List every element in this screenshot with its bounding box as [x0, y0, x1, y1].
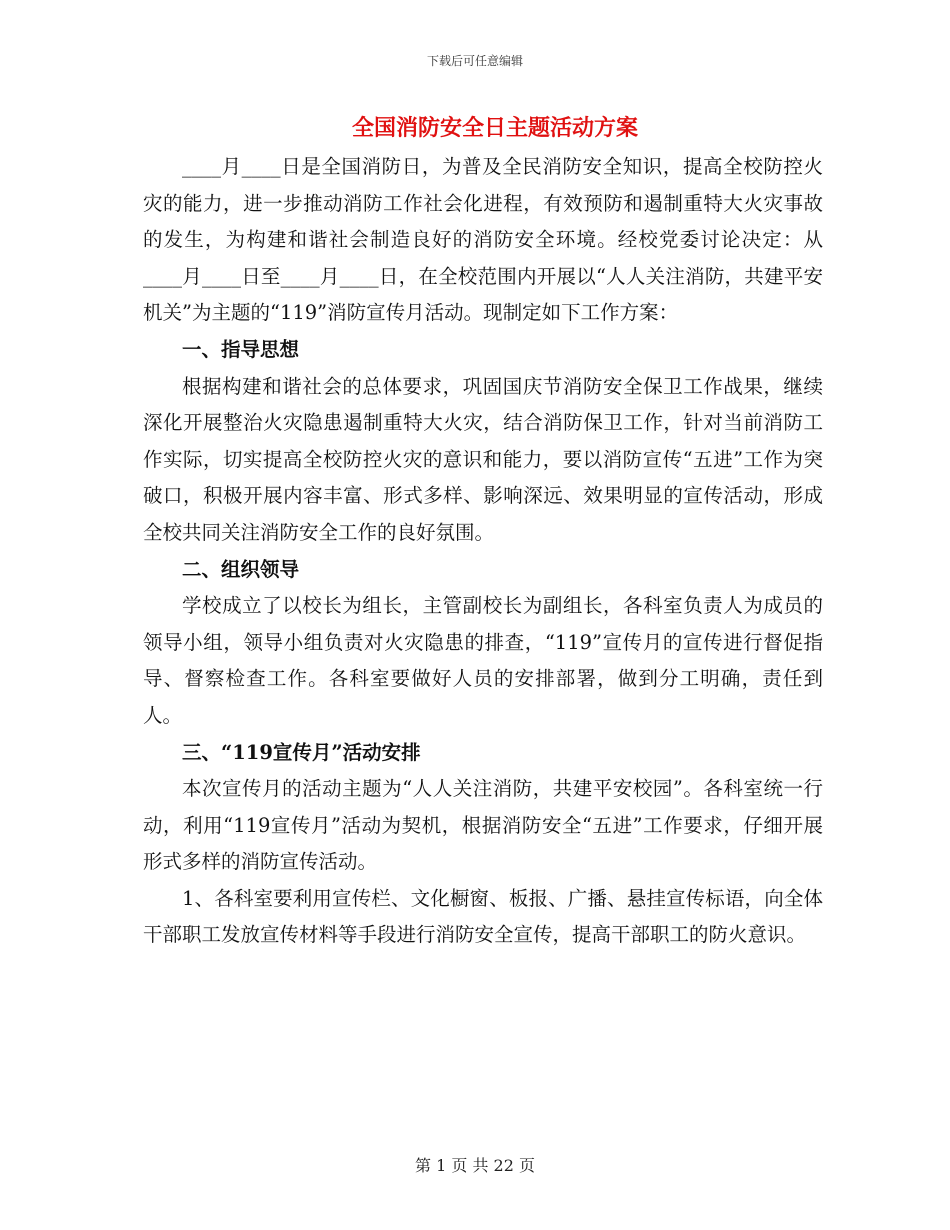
- section-heading-guiding-ideology: 一、指导思想: [182, 337, 300, 361]
- section-heading-organization: 二、组织领导: [182, 557, 300, 581]
- page-number: 第 1 页 共 22 页: [415, 1156, 535, 1175]
- section-heading-activity-arrangement: 三、“119宣传月”活动安排: [182, 740, 421, 764]
- document-body: [143, 149, 823, 954]
- header-note: 下载后可任意编辑: [426, 54, 523, 68]
- paragraph-organization: 学校成立了以校长为组长，主管副校长为副组长，各科室负责人为成员的领导小组，领导小组负责对火灾隐患的排查，“119”宣传月的宣传进行督促指导、督察检查工作。各科室要做好人员的安排部署，做到分工明确，责任到人。: [143, 594, 823, 727]
- document-title: 全国消防安全日主题活动方案: [351, 115, 638, 141]
- paragraph-intro: ____月____日是全国消防日，为普及全民消防安全知识，提高全校防控火灾的能力，进一步推动消防工作社会化进程，有效预防和遏制重特大火灾事故的发生，为构建和谐社会制造良好的消防安全环境。经校党委讨论决定：从____月____日至____月____日，在全校范围内开展以“人人关注消防，共建平安机关”为主题的“119”消防宣传月活动。现制定如下工作方案：: [143, 155, 823, 325]
- paragraph-activity-theme: 本次宣传月的活动主题为“人人关注消防，共建平安校园”。各科室统一行动，利用“119宣传月”活动为契机，根据消防安全“五进”工作要求，仔细开展形式多样的消防宣传活动。: [143, 777, 823, 874]
- paragraph-item-1: 1、各科室要利用宣传栏、文化橱窗、板报、广播、悬挂宣传标语，向全体干部职工发放宣传材料等手段进行消防安全宣传，提高干部职工的防火意识。: [143, 886, 823, 947]
- paragraph-guiding-ideology: 根据构建和谐社会的总体要求，巩固国庆节消防安全保卫工作战果，继续深化开展整治火灾隐患遏制重特大火灾，结合消防保卫工作，针对当前消防工作实际，切实提高全校防控火灾的意识和能力，要以消防宣传“五进”工作为突破口，积极开展内容丰富、形式多样、影响深远、效果明显的宣传活动，形成全校共同关注消防安全工作的良好氛围。: [143, 374, 823, 544]
